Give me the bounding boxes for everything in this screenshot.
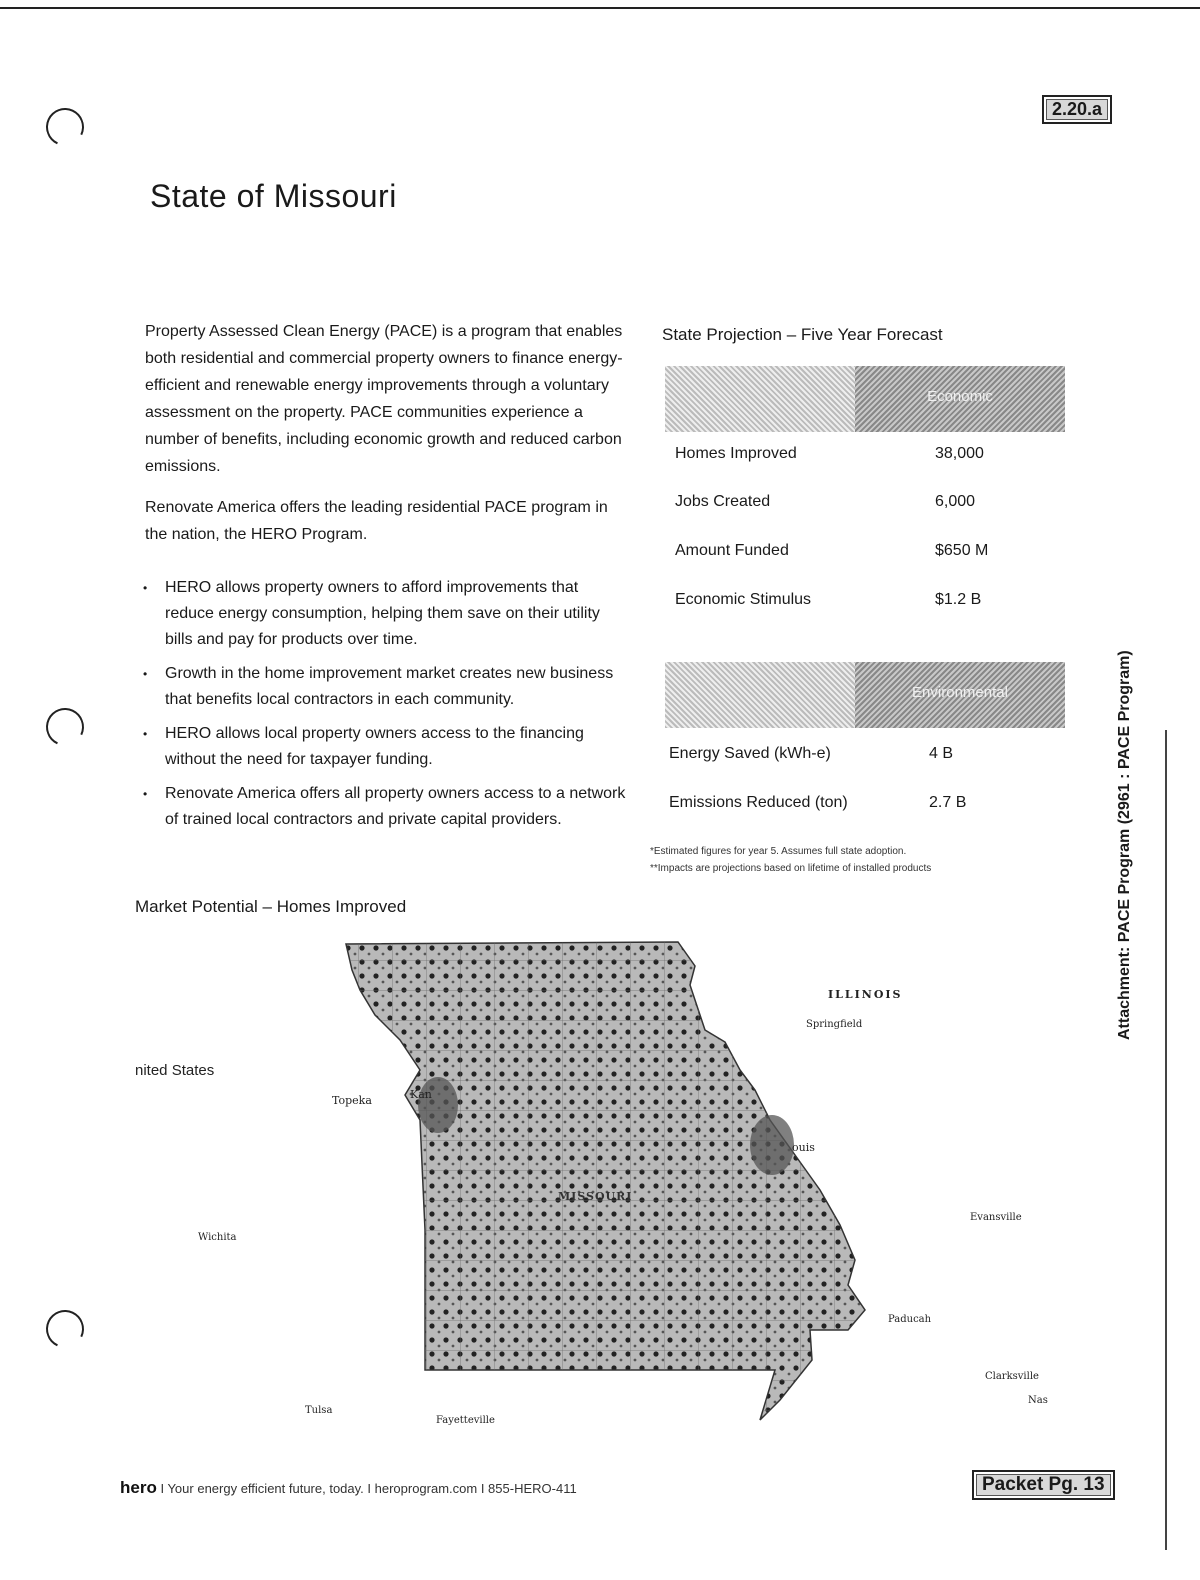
map-label: Fayetteville [436, 1415, 495, 1426]
stat-label: Energy Saved (kWh-e) [669, 745, 831, 762]
footnote: *Estimated figures for year 5. Assumes full state adoption. [650, 846, 907, 857]
packet-page-stamp: Packet Pg. 13 [972, 1470, 1115, 1500]
binder-hole-top [41, 103, 90, 152]
binder-hole-middle [41, 703, 90, 752]
benefit-list [140, 575, 630, 841]
stat-row [675, 493, 1015, 523]
hero-logo: hero [120, 1478, 157, 1497]
stat-value: 2.7 B [929, 794, 967, 811]
stat-row [675, 591, 1015, 621]
st-louis-area [750, 1115, 794, 1175]
map-heading: Market Potential – Homes Improved [135, 897, 407, 916]
map-label: MISSOURI [558, 1190, 633, 1203]
kansas-city-area [418, 1077, 458, 1133]
stat-row [669, 745, 1009, 775]
stat-label: Emissions Reduced (ton) [669, 794, 848, 811]
stat-value: $650 M [935, 542, 989, 559]
map-label: Springfield [806, 1019, 863, 1030]
list-item: • Renovate America offers all property owners access to a network of trained local contractors and private capital providers. [140, 781, 630, 833]
page-footer [120, 1478, 577, 1498]
projection-heading: State Projection – Five Year Forecast [662, 325, 943, 344]
attachment-side-label: Attachment: PACE Program (2961 : PACE Program) [1116, 650, 1133, 1040]
map-label: Topeka [332, 1094, 372, 1107]
map-label: Nas [1028, 1395, 1048, 1406]
stat-row [675, 542, 1015, 572]
list-item: • Growth in the home improvement market creates new business that benefits local contractors in each community. [140, 661, 630, 713]
stat-value: 38,000 [935, 445, 984, 462]
missouri-map [120, 930, 1020, 1430]
stat-value: 6,000 [935, 493, 976, 510]
map-label: Evansville [970, 1212, 1022, 1223]
stat-label: Amount Funded [675, 542, 789, 559]
top-rule [0, 7, 1200, 9]
stat-row [675, 445, 1015, 475]
binder-hole-bottom [41, 1305, 90, 1354]
page-title: State of Missouri [150, 178, 397, 214]
list-item: • HERO allows local property owners access to the financing without the need for taxpayer funding. [140, 721, 630, 773]
map-label: nited States [135, 1062, 215, 1079]
map-label: ILLINOIS [828, 988, 903, 1001]
stat-label: Economic Stimulus [675, 591, 812, 608]
environmental-band [665, 662, 1065, 728]
map-label: Tulsa [305, 1405, 333, 1416]
economic-band-label: Economic [927, 388, 993, 405]
attachment-stamp: 2.20.a [1042, 95, 1112, 124]
intro-text [145, 318, 625, 562]
intro-paragraph: Renovate America offers the leading residential PACE program in the nation, the HERO Program. [145, 499, 608, 543]
map-label: Paducah [888, 1314, 932, 1325]
stat-value: 4 B [929, 745, 954, 762]
map-label: Kan [410, 1088, 432, 1101]
map-label: Clarksville [985, 1371, 1039, 1382]
environmental-band-label: Environmental [912, 684, 1008, 701]
map-label: ouis [792, 1141, 815, 1154]
intro-paragraph: Property Assessed Clean Energy (PACE) is a program that enables both residential and commercial property owners to finance energy-efficient and renewable energy improvements through a voluntary assessment on the property. PACE communities experience a number of benefits, including economic growth and reduced carbon emissions. [145, 323, 623, 475]
footnote: **Impacts are projections based on lifetime of installed products [650, 863, 932, 874]
stat-value: $1.2 B [935, 591, 982, 608]
county-grid [346, 942, 865, 1420]
stat-label: Homes Improved [675, 445, 797, 462]
footer-tagline: I Your energy efficient future, today. I heroprogram.com I 855-HERO-411 [160, 1481, 577, 1496]
economic-band [665, 366, 1065, 432]
stat-label: Jobs Created [675, 493, 771, 510]
right-rule [1165, 730, 1167, 1550]
map-label: Wichita [198, 1232, 237, 1243]
stat-row [669, 794, 1009, 824]
list-item: • HERO allows property owners to afford improvements that reduce energy consumption, helping them save on their utility bills and pay for products over time. [140, 575, 630, 653]
